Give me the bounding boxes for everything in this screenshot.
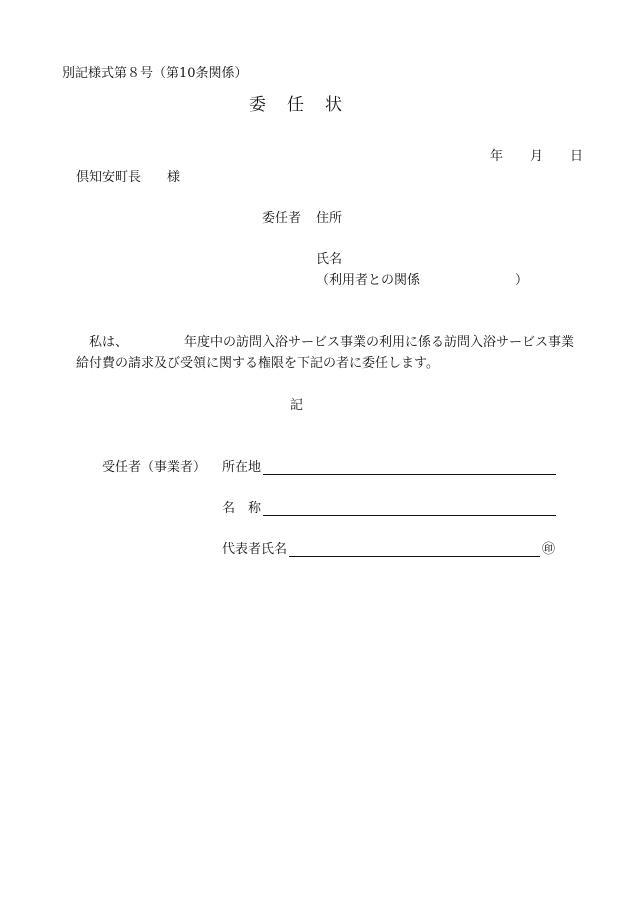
ki-label: 記	[290, 398, 304, 413]
date-year-label: 年	[490, 149, 504, 164]
business-name-underline	[263, 515, 556, 516]
form-number: 別記様式第８号（第10条関係）	[62, 66, 248, 81]
relation-close: ）	[515, 273, 529, 288]
body-line1-rest: 年度中の訪問入浴サービス事業の利用に係る訪問入浴サービス事業	[184, 335, 575, 350]
date-month-label: 月	[530, 149, 544, 164]
delegator-label: 委任者	[262, 211, 302, 226]
relation-open: （利用者との関係	[316, 273, 421, 288]
representative-label: 代表者氏名	[222, 542, 288, 557]
representative-underline	[289, 556, 540, 557]
date-day-label: 日	[570, 149, 584, 164]
document-title: 委 任 状	[249, 95, 344, 115]
addressee: 倶知安町長 様	[76, 170, 181, 185]
delegator-name-label: 氏名	[316, 252, 343, 267]
business-name-label: 名 称	[222, 501, 262, 516]
body-line1-start: 私は、	[89, 335, 129, 350]
body-line2: 給付費の請求及び受領に関する権限を下記の者に委任します。	[76, 356, 439, 371]
seal-mark: ㊞	[542, 542, 556, 557]
location-label: 所在地	[222, 460, 262, 475]
delegator-address-label: 住所	[316, 211, 343, 226]
location-underline	[263, 474, 556, 475]
delegate-label: 受任者（事業者）	[102, 460, 207, 475]
